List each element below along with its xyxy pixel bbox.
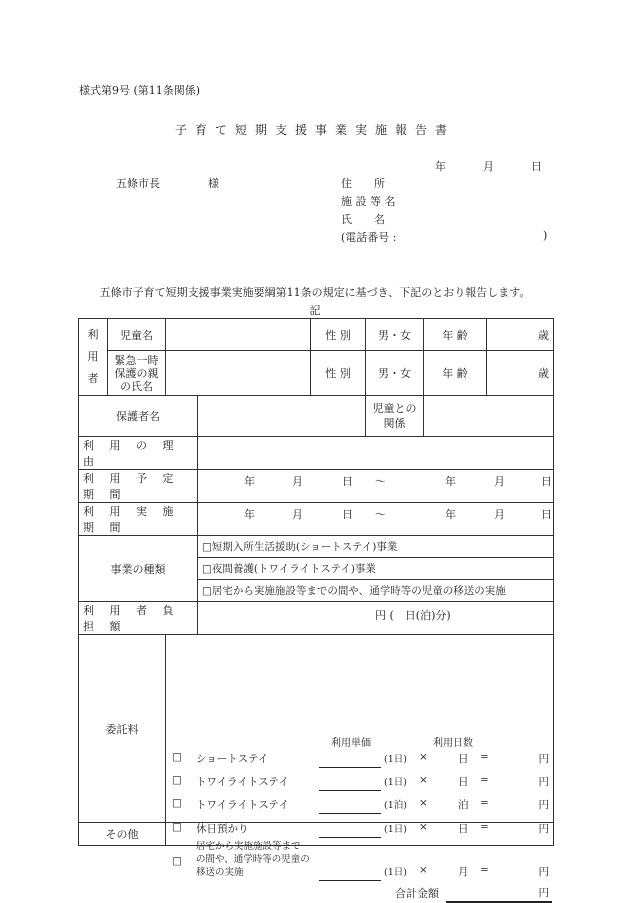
child-age-field[interactable]: 歳 — [487, 319, 554, 351]
guardian-sex-label: 性 別 — [311, 351, 366, 396]
name-label: 氏 名 — [341, 213, 385, 226]
checkbox-icon[interactable]: □ — [172, 796, 182, 809]
emergency-guardian-field[interactable] — [166, 351, 311, 396]
relation-field[interactable] — [424, 396, 554, 437]
notice-text: 五條市子育て短期支援事業実施要綱第11条の規定に基づき、下記のとおり報告します。 — [99, 286, 531, 299]
child-name-field[interactable] — [166, 319, 311, 351]
reason-label: 利 用 の 理 由 — [79, 437, 198, 470]
service-option-transport[interactable]: □居宅から実施施設等までの間や、通学時等の児童の移送の実施 — [198, 580, 554, 602]
fee-row-twilight-day: □ トワイライトステイ (1日) × 日 = 円 — [172, 772, 549, 790]
total-yen: 円 — [538, 886, 549, 899]
service-option-twilight[interactable]: □夜間養護(トワイライトステイ)事業 — [198, 558, 554, 580]
guardian-age-label: 年 齢 — [424, 351, 487, 396]
guardian-age-field[interactable]: 歳 — [487, 351, 554, 396]
days-header: 利用日数 — [433, 737, 473, 749]
planned-period-field[interactable]: 年 月 日 〜 年 月 日 — [198, 470, 554, 503]
relation-label: 児童との 関係 — [366, 396, 424, 437]
fee-row-transport: (1日) × 月 = 円 — [172, 862, 549, 880]
checkbox-icon[interactable]: □ — [172, 820, 182, 833]
other-label: その他 — [79, 823, 166, 846]
guardian-name-label: 保護者名 — [79, 396, 198, 437]
reason-field[interactable] — [198, 437, 554, 470]
total-underline — [446, 901, 552, 903]
planned-period-label: 利 用 予 定 期 間 — [79, 470, 198, 503]
report-table — [78, 318, 554, 900]
fee-label: 委託料 — [79, 635, 166, 823]
date-day: 日 — [531, 160, 542, 173]
page-title: 子育て短期支援事業実施報告書 — [174, 123, 455, 137]
phone-label: (電話番号 : — [341, 231, 397, 244]
service-option-short-stay[interactable]: □短期入所生活援助(ショートステイ)事業 — [198, 536, 554, 558]
fee-detail — [166, 635, 554, 900]
checkbox-icon[interactable]: □ — [172, 854, 182, 867]
emergency-guardian-label: 緊急一時 保護の親 の氏名 — [108, 351, 166, 396]
checkbox-icon[interactable]: □ — [172, 750, 182, 763]
burden-label: 利 用 者 負 担 額 — [79, 602, 198, 635]
burden-field[interactable]: 円 ( 日(泊)分) — [198, 602, 554, 635]
facility-label: 施 設 等 名 — [341, 195, 396, 208]
child-sex-label: 性 別 — [311, 319, 366, 351]
date-month: 月 — [483, 160, 494, 173]
actual-period-label: 利 用 実 施 期 間 — [79, 503, 198, 536]
actual-period-field[interactable]: 年 月 日 〜 年 月 日 — [198, 503, 554, 536]
child-name-label: 児童名 — [108, 319, 166, 351]
guardian-name-field[interactable] — [198, 396, 366, 437]
checkbox-icon[interactable]: □ — [172, 773, 182, 786]
service-type-label: 事業の種類 — [79, 536, 198, 602]
child-age-label: 年 齢 — [424, 319, 487, 351]
address-label: 住 所 — [341, 177, 385, 190]
ki-heading: 記 — [309, 304, 321, 317]
addressee-honorific: 様 — [208, 177, 219, 190]
child-sex-options[interactable]: 男・女 — [366, 319, 424, 351]
date-year: 年 — [435, 160, 446, 173]
form-number: 様式第9号 (第11条関係) — [79, 84, 201, 97]
fee-row-holiday: □ 休日預かり (1日) × 日 = 円 — [172, 819, 549, 837]
fee-row-short-stay: □ ショートステイ (1日) × 日 = 円 — [172, 749, 549, 767]
fee-row-transport-name: 居宅から実施施設等まで の間や、通学時等の児童の 移送の実施 — [196, 840, 310, 878]
total-label: 合計金額 — [395, 886, 439, 900]
fee-row-twilight-night: □ トワイライトステイ (1泊) × 泊 = 円 — [172, 795, 549, 813]
unit-price-header: 利用単価 — [331, 737, 371, 749]
phone-close: ) — [543, 229, 548, 242]
addressee-name: 五條市長 — [116, 177, 160, 190]
guardian-sex-options[interactable]: 男・女 — [366, 351, 424, 396]
user-vertical-label: 利 用 者 — [79, 319, 108, 396]
